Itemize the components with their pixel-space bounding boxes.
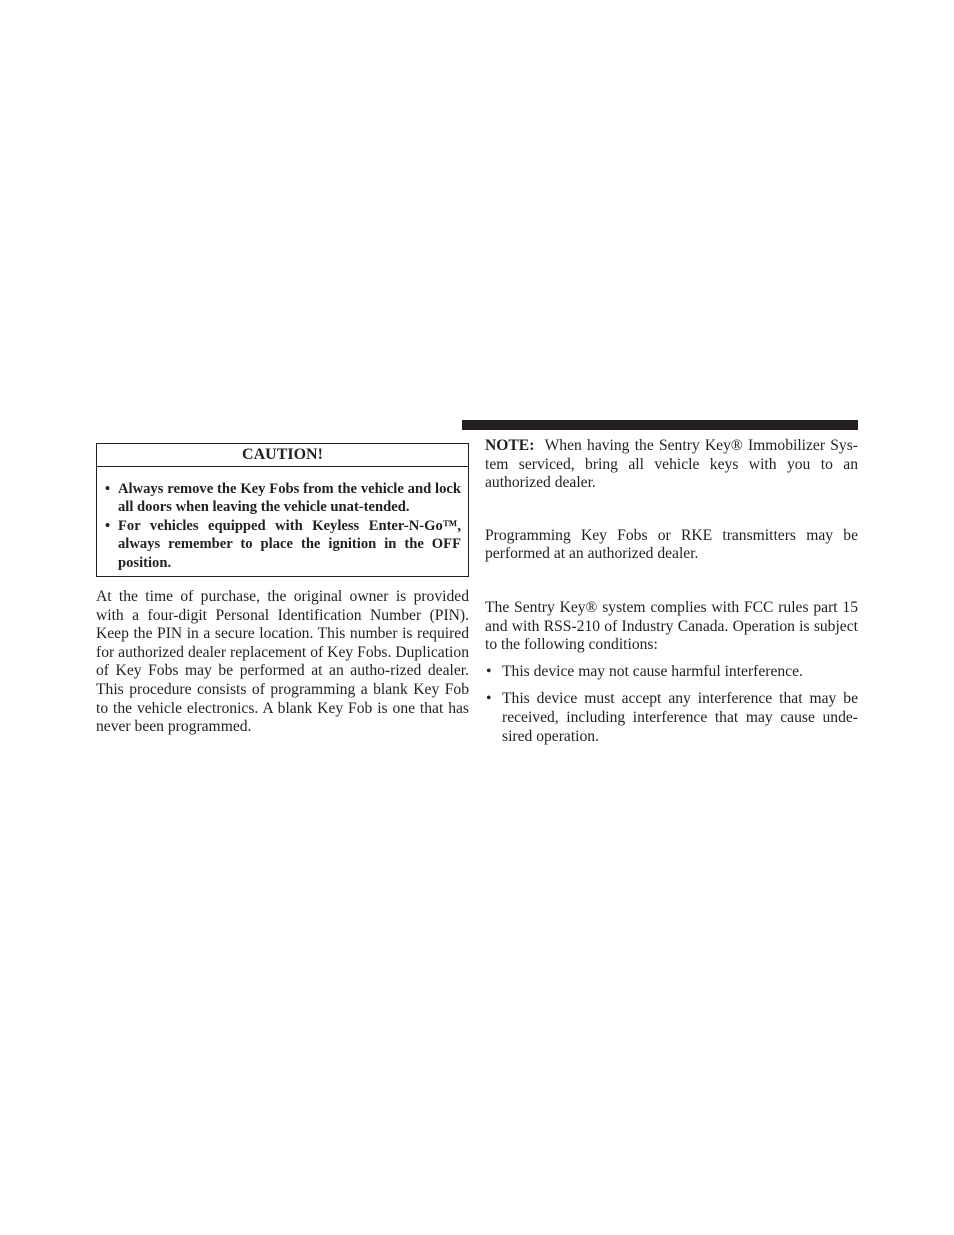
caution-box [96,443,469,577]
caution-item: • Always remove the Key Fobs from the vehicle and lock all doors when leaving the vehicle unat-tended. [105,481,461,516]
note-text: When having the Sentry Key® Immobilizer Sys-tem serviced, bring all vehicle keys with you to an authorized dealer. [485,437,858,492]
note-label: NOTE: [485,437,535,454]
bullet-icon: • [486,662,492,680]
pin-paragraph: At the time of purchase, the original owner is provided with a four-digit Personal Identification Number (PIN). Keep the PIN in a secure location. This number is required for authorized dealer replacement of Key Fobs. Duplication of Key Fobs may be performed at an autho-rized dealer. This procedure consists of programming a blank Key Fob to the vehicle electronics. A blank Key Fob is one that has never been programmed. [96,588,469,736]
right-column [485,437,858,755]
bullet-icon: • [105,481,111,497]
note-paragraph [485,437,858,493]
section-header-bar [462,420,858,430]
caution-item: • For vehicles equipped with Keyless Enter-N-Go™, always remember to place the ignition in the OFF position. [105,517,461,571]
programming-paragraph: Programming Key Fobs or RKE transmitters may be performed at an authorized dealer. [485,526,858,563]
conditions-list [485,663,858,746]
fcc-paragraph: The Sentry Key® system complies with FCC rules part 15 and with RSS-210 of Industry Canada. Operation is subject to the following conditions: [485,598,858,654]
left-column [96,443,469,737]
bullet-icon: • [105,517,111,534]
caution-title: CAUTION! [97,444,468,467]
caution-list [97,467,468,576]
list-item: • This device must accept any interference that may be received, including interference that may cause unde-sired operation. [486,690,858,745]
bullet-icon: • [486,690,492,708]
list-item: • This device may not cause harmful interference. [486,662,803,680]
